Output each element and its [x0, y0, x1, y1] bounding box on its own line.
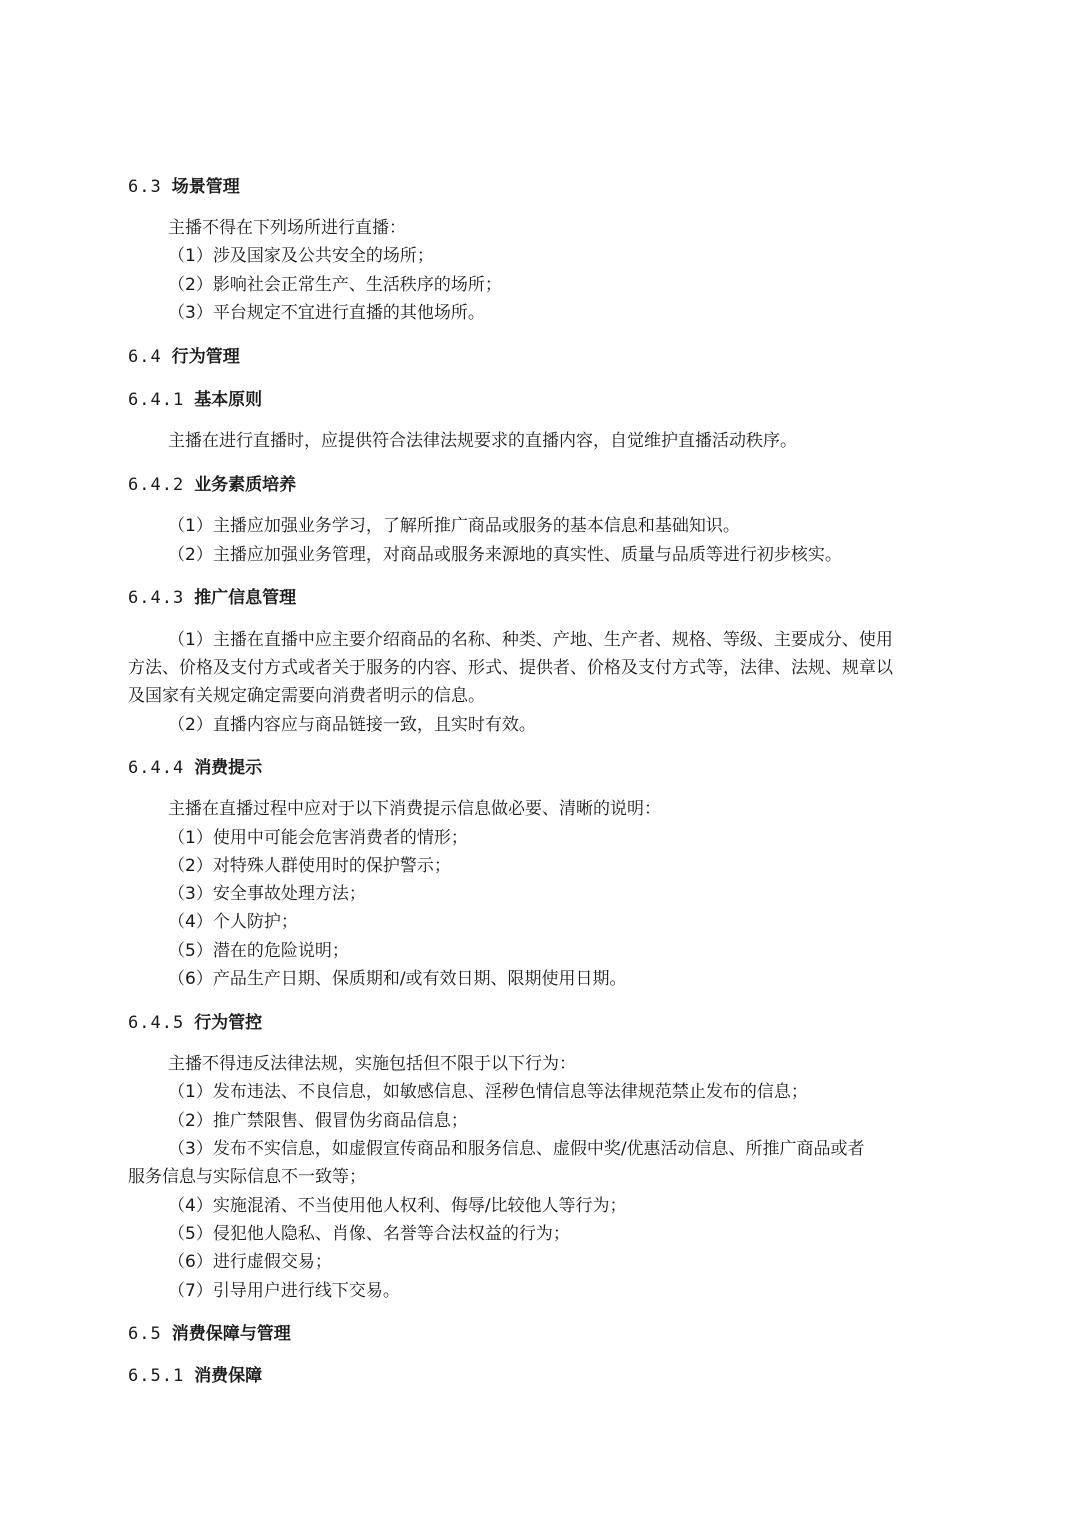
heading-title: 场景管理	[171, 177, 240, 197]
heading-number: 6.4.1	[128, 390, 185, 410]
heading-number: 6.4.3	[128, 588, 185, 608]
heading-6-4-1	[128, 389, 262, 411]
heading-title: 消费保障与管理	[171, 1324, 291, 1344]
heading-6-5-1	[128, 1365, 262, 1387]
list-item: （2）直播内容应与商品链接一致，且实时有效。	[168, 715, 536, 735]
heading-6-4-5	[128, 1012, 262, 1034]
heading-6-4-4	[128, 757, 262, 779]
heading-number: 6.4.5	[128, 1013, 185, 1033]
heading-6-5	[128, 1323, 291, 1345]
paragraph: 主播在进行直播时，应提供符合法律法规要求的直播内容，自觉维护直播活动秩序。	[168, 431, 797, 451]
list-item: （7）引导用户进行线下交易。	[168, 1281, 400, 1301]
list-item-line: 方法、价格及支付方式或者关于服务的内容、形式、提供者、价格及支付方式等，法律、法规、规章以	[128, 658, 893, 678]
heading-title: 业务素质培养	[194, 475, 297, 495]
list-item-line: （3）发布不实信息，如虚假宣传商品和服务信息、虚假中奖/优惠活动信息、所推广商品或者	[168, 1139, 865, 1159]
list-item: （4）实施混淆、不当使用他人权利、侮辱/比较他人等行为；	[168, 1196, 627, 1216]
list-item: （3）安全事故处理方法；	[168, 884, 366, 904]
heading-6-4-3	[128, 587, 296, 609]
list-item: （6）产品生产日期、保质期和/或有效日期、限期使用日期。	[168, 969, 627, 989]
heading-number: 6.5.1	[128, 1366, 185, 1386]
list-item: （1）使用中可能会危害消费者的情形；	[168, 828, 468, 848]
list-item: （1）发布违法、不良信息，如敏感信息、淫秽色情信息等法律规范禁止发布的信息；	[168, 1082, 808, 1102]
heading-title: 消费保障	[194, 1366, 263, 1386]
heading-6-4	[128, 346, 240, 368]
list-item-line: （1）主播在直播中应主要介绍商品的名称、种类、产地、生产者、规格、等级、主要成分、使用	[168, 630, 893, 650]
heading-number: 6.5	[128, 1324, 162, 1344]
paragraph: 主播不得在下列场所进行直播：	[168, 218, 406, 238]
heading-6-4-2	[128, 474, 296, 496]
heading-title: 行为管控	[194, 1013, 263, 1033]
list-item: （1）涉及国家及公共安全的场所；	[168, 246, 434, 266]
heading-title: 行为管理	[171, 347, 240, 367]
heading-title: 推广信息管理	[194, 588, 297, 608]
heading-number: 6.4.4	[128, 758, 185, 778]
list-item: （4）个人防护；	[168, 912, 298, 932]
list-item: （5）侵犯他人隐私、肖像、名誉等合法权益的行为；	[168, 1224, 570, 1244]
heading-number: 6.4	[128, 347, 162, 367]
paragraph: 主播不得违反法律法规，实施包括但不限于以下行为：	[168, 1054, 576, 1074]
list-item: （6）进行虚假交易；	[168, 1252, 332, 1272]
list-item: （2）主播应加强业务管理，对商品或服务来源地的真实性、质量与品质等进行初步核实。	[168, 545, 842, 565]
list-item-line: 及国家有关规定确定需要向消费者明示的信息。	[128, 686, 485, 706]
list-item: （1）主播应加强业务学习，了解所推广商品或服务的基本信息和基础知识。	[168, 516, 740, 536]
heading-title: 基本原则	[194, 390, 263, 410]
heading-number: 6.3	[128, 177, 162, 197]
list-item: （2）影响社会正常生产、生活秩序的场所；	[168, 275, 502, 295]
heading-number: 6.4.2	[128, 475, 185, 495]
list-item: （3）平台规定不宜进行直播的其他场所。	[168, 303, 485, 323]
list-item: （2）推广禁限售、假冒伪劣商品信息；	[168, 1111, 468, 1131]
heading-title: 消费提示	[194, 758, 263, 778]
heading-6-3	[128, 176, 240, 198]
list-item: （2）对特殊人群使用时的保护警示；	[168, 856, 451, 876]
list-item-line: 服务信息与实际信息不一致等；	[128, 1167, 366, 1187]
list-item: （5）潜在的危险说明；	[168, 941, 349, 961]
paragraph: 主播在直播过程中应对于以下消费提示信息做必要、清晰的说明：	[168, 799, 661, 819]
